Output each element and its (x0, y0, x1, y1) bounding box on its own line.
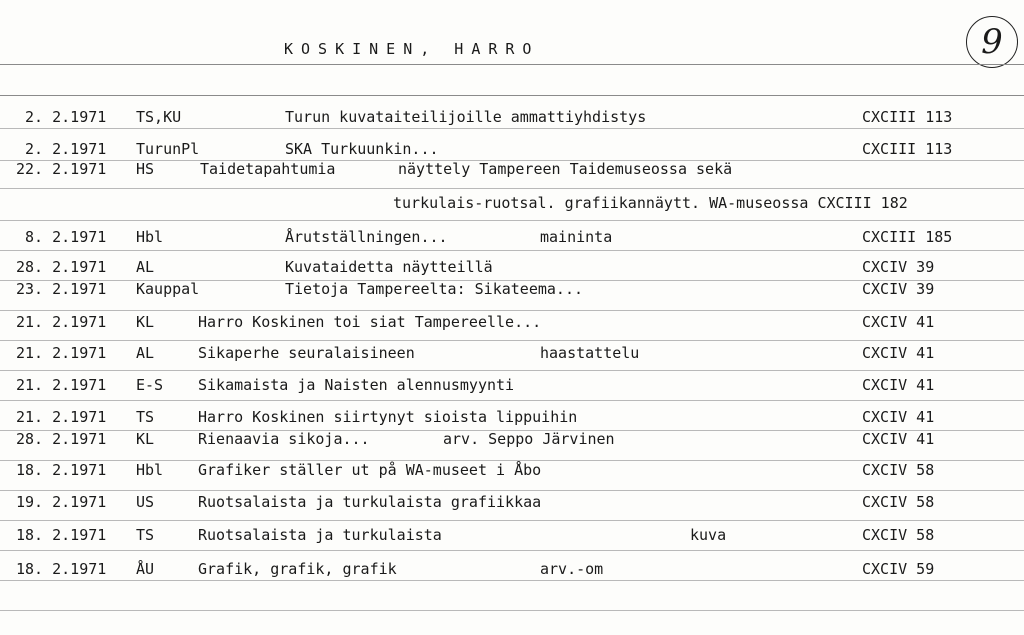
entry-title: SKA Turkuunkin... (285, 140, 439, 158)
entry-note: turkulais-ruotsal. grafiikannäytt. WA-museossa CXCIII 182 (393, 194, 908, 212)
entry-source: Hbl (136, 461, 164, 479)
entry-note: haastattelu (540, 344, 640, 362)
entry-note: maininta (540, 228, 613, 246)
entry-source: TS (136, 408, 155, 426)
entry-title: Ruotsalaista ja turkulaista (198, 526, 442, 544)
entry-source: KL (136, 313, 155, 331)
entry-reference: CXCIV 59 (862, 560, 935, 578)
entry-note: arv. Seppo Järvinen (443, 430, 615, 448)
entry-date: 28. 2.1971 (16, 258, 107, 276)
rule-line (0, 128, 1024, 129)
entry-source: Kauppal (136, 280, 200, 298)
rule-line (0, 550, 1024, 551)
rule-line (0, 188, 1024, 189)
entry-source: E-S (136, 376, 164, 394)
entry-title: Ruotsalaista ja turkulaista grafiikkaa (198, 493, 542, 511)
entry-title: Sikamaista ja Naisten alennusmyynti (198, 376, 515, 394)
entry-reference: CXCIV 58 (862, 461, 935, 479)
entry-source: TS,KU (136, 108, 182, 126)
entry-source: Hbl (136, 228, 164, 246)
entry-reference: CXCIV 41 (862, 344, 935, 362)
entry-date: 21. 2.1971 (16, 344, 107, 362)
rule-line (0, 95, 1024, 96)
entry-date: 23. 2.1971 (16, 280, 107, 298)
entry-reference: CXCIII 113 (862, 140, 953, 158)
rule-line (0, 310, 1024, 311)
entry-title: Tietoja Tampereelta: Sikateema... (285, 280, 584, 298)
entry-source: ÅU (136, 560, 155, 578)
rule-line (0, 64, 1024, 65)
entry-source: KL (136, 430, 155, 448)
entry-source: AL (136, 258, 155, 276)
entry-title: Harro Koskinen siirtynyt sioista lippuihin (198, 408, 578, 426)
entry-date: 21. 2.1971 (16, 376, 107, 394)
entry-date: 21. 2.1971 (16, 408, 107, 426)
entry-date: 19. 2.1971 (16, 493, 107, 511)
rule-line (0, 220, 1024, 221)
entry-date: 22. 2.1971 (16, 160, 107, 178)
entry-reference: CXCIV 41 (862, 430, 935, 448)
entry-reference: CXCIV 41 (862, 408, 935, 426)
rule-line (0, 610, 1024, 611)
entry-date: 18. 2.1971 (16, 461, 107, 479)
rule-line (0, 520, 1024, 521)
rule-line (0, 370, 1024, 371)
entry-title: Taidetapahtumia (200, 160, 336, 178)
entry-title: Sikaperhe seuralaisineen (198, 344, 415, 362)
entry-reference: CXCIV 39 (862, 280, 935, 298)
entry-title: Grafiker ställer ut på WA-museet i Åbo (198, 461, 542, 479)
rule-line (0, 490, 1024, 491)
entry-reference: CXCIV 41 (862, 313, 935, 331)
entry-date: 18. 2.1971 (16, 560, 107, 578)
entry-note: näyttely Tampereen Taidemuseossa sekä (398, 160, 733, 178)
entry-title: Kuvataidetta näytteillä (285, 258, 493, 276)
entry-reference: CXCIV 58 (862, 526, 935, 544)
entry-date: 21. 2.1971 (16, 313, 107, 331)
entry-date: 8. 2.1971 (16, 228, 107, 246)
entry-title: Grafik, grafik, grafik (198, 560, 397, 578)
rule-line (0, 340, 1024, 341)
entry-date: 18. 2.1971 (16, 526, 107, 544)
card-number-circle (966, 16, 1018, 68)
entry-reference: CXCIV 39 (862, 258, 935, 276)
entry-note: arv.-om (540, 560, 604, 578)
entry-title: Turun kuvataiteilijoille ammattiyhdistys (285, 108, 647, 126)
card-title: KOSKINEN, HARRO (284, 40, 540, 58)
entry-date: 28. 2.1971 (16, 430, 107, 448)
entry-reference: CXCIV 41 (862, 376, 935, 394)
rule-line (0, 580, 1024, 581)
entry-source: HS (136, 160, 155, 178)
entry-date: 2. 2.1971 (16, 108, 107, 126)
entry-date: 2. 2.1971 (16, 140, 107, 158)
entry-reference: CXCIII 185 (862, 228, 953, 246)
entry-title: Rienaavia sikoja... (198, 430, 370, 448)
entry-title: Harro Koskinen toi siat Tampereelle... (198, 313, 542, 331)
rule-line (0, 400, 1024, 401)
entry-source: AL (136, 344, 155, 362)
entry-source: TS (136, 526, 155, 544)
rule-line (0, 250, 1024, 251)
entry-reference: CXCIII 113 (862, 108, 953, 126)
entry-note: kuva (690, 526, 727, 544)
entry-title: Årutställningen... (285, 228, 448, 246)
entry-reference: CXCIV 58 (862, 493, 935, 511)
card-number: 9 (981, 22, 1003, 62)
entry-source: US (136, 493, 155, 511)
entry-source: TurunPl (136, 140, 200, 158)
